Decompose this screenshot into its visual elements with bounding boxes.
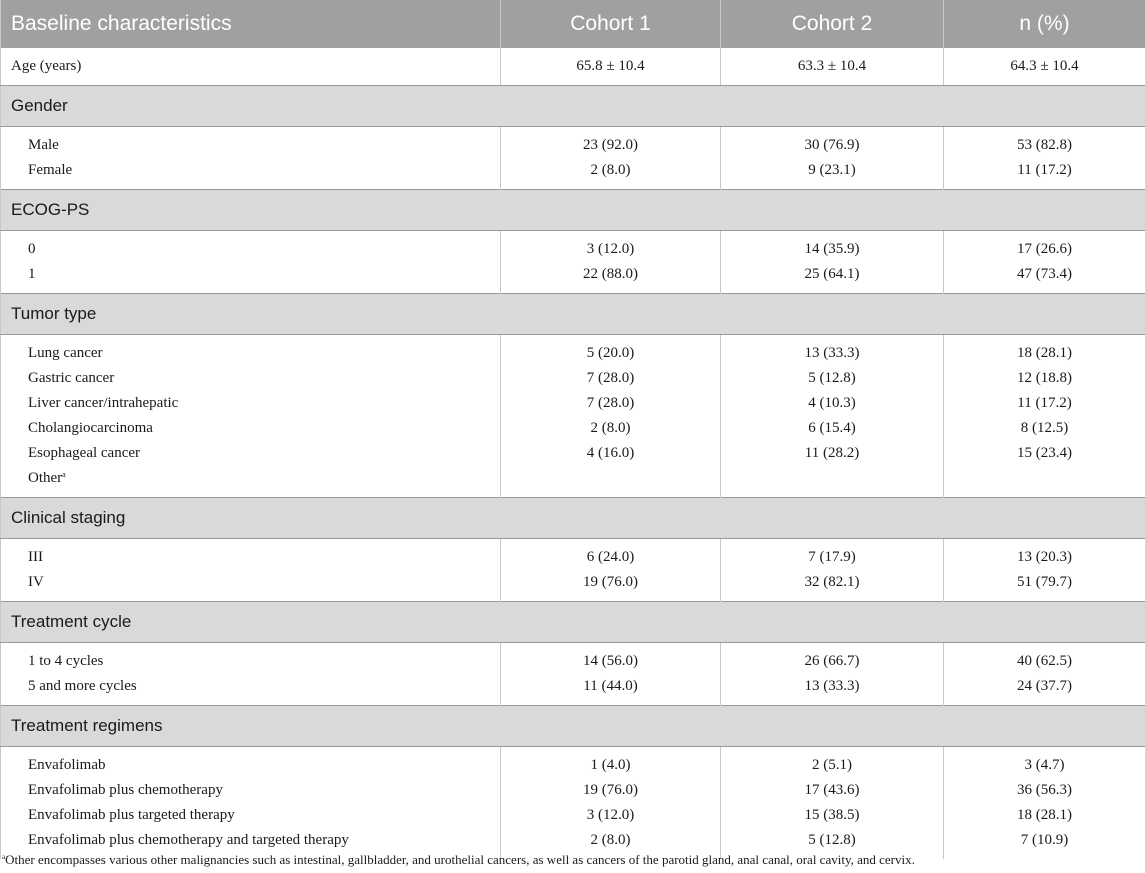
- row-label-text: 5 and more cycles: [28, 678, 137, 694]
- row-label-text: III: [28, 549, 43, 565]
- header-cohort-2: Cohort 2: [721, 0, 944, 48]
- section-title: Treatment regimens: [1, 706, 1145, 747]
- row-label: [1, 335, 501, 367]
- row-label-text: Gastric cancer: [28, 370, 115, 386]
- header-n-percent: n (%): [944, 0, 1145, 48]
- table-row: [1, 416, 1145, 441]
- row-label-text: Male: [28, 137, 59, 153]
- row-label: [1, 441, 501, 466]
- cell-total: 3 (4.7): [944, 747, 1145, 779]
- section-row-clinical-staging: [1, 498, 1145, 539]
- cell-cohort-2: 13 (33.3): [721, 335, 944, 367]
- section-title: Treatment cycle: [1, 602, 1145, 643]
- row-label: [1, 466, 501, 498]
- table-row-age: [1, 48, 1145, 86]
- table-row: [1, 231, 1145, 263]
- row-label: [1, 747, 501, 779]
- cell-cohort-2: [721, 466, 944, 498]
- cell-total: 40 (62.5): [944, 643, 1145, 675]
- section-title: Clinical staging: [1, 498, 1145, 539]
- cell-cohort-1: 19 (76.0): [501, 778, 721, 803]
- row-label-text: 1: [28, 266, 36, 282]
- cell-cohort-1: 22 (88.0): [501, 262, 721, 294]
- section-title: Gender: [1, 86, 1145, 127]
- cell-total: 18 (28.1): [944, 803, 1145, 828]
- row-label: [1, 803, 501, 828]
- cell-cohort-2: 13 (33.3): [721, 674, 944, 706]
- cell-cohort-2: 6 (15.4): [721, 416, 944, 441]
- cell-total: 15 (23.4): [944, 441, 1145, 466]
- cell-cohort-1: 5 (20.0): [501, 335, 721, 367]
- cell-cohort-1: 23 (92.0): [501, 127, 721, 159]
- row-label-text: Lung cancer: [28, 345, 103, 361]
- row-label-text: 1 to 4 cycles: [28, 653, 104, 669]
- row-label-text: Female: [28, 162, 73, 178]
- table-row: [1, 127, 1145, 159]
- row-label: [1, 416, 501, 441]
- section-row-treatment-cycle: [1, 602, 1145, 643]
- row-label: [1, 778, 501, 803]
- cell-total: 18 (28.1): [944, 335, 1145, 367]
- footnote-marker: a: [62, 470, 66, 479]
- cell-cohort-1: 7 (28.0): [501, 391, 721, 416]
- cell-cohort-1: 3 (12.0): [501, 231, 721, 263]
- row-label: [1, 539, 501, 571]
- table-row: [1, 570, 1145, 602]
- cell-cohort-2: 14 (35.9): [721, 231, 944, 263]
- cell-total: 8 (12.5): [944, 416, 1145, 441]
- cell-cohort-2: 2 (5.1): [721, 747, 944, 779]
- footnote-text: Other encompasses various other malignancies such as intestinal, gallbladder, and urothelial cancers, as well as cancers of the parotid gland, anal canal, oral cavity, and cervix.: [5, 852, 915, 867]
- cell-cohort-1: 1 (4.0): [501, 747, 721, 779]
- cell-cohort-2: 32 (82.1): [721, 570, 944, 602]
- section-title: ECOG-PS: [1, 190, 1145, 231]
- row-label-text: Envafolimab plus chemotherapy and targeted therapy: [28, 832, 349, 848]
- row-label: [1, 643, 501, 675]
- row-label-text: Envafolimab plus targeted therapy: [28, 807, 235, 823]
- cell-cohort-2: 9 (23.1): [721, 158, 944, 190]
- header-cohort-1: Cohort 1: [501, 0, 721, 48]
- section-row-gender: [1, 86, 1145, 127]
- row-label: [1, 158, 501, 190]
- cell-total: [944, 466, 1145, 498]
- row-label-text: Esophageal cancer: [28, 445, 141, 461]
- row-label: [1, 231, 501, 263]
- cell-cohort-2: 17 (43.6): [721, 778, 944, 803]
- cell-cohort-1: 65.8 ± 10.4: [501, 48, 721, 86]
- row-label-text: IV: [28, 574, 44, 590]
- cell-cohort-1: 7 (28.0): [501, 366, 721, 391]
- table-row: [1, 747, 1145, 779]
- table-row: [1, 778, 1145, 803]
- cell-cohort-1: [501, 466, 721, 498]
- row-label: Age (years): [1, 48, 501, 86]
- cell-total: 64.3 ± 10.4: [944, 48, 1145, 86]
- section-row-treatment-regimens: [1, 706, 1145, 747]
- table-row: [1, 366, 1145, 391]
- cell-total: 24 (37.7): [944, 674, 1145, 706]
- table-row: [1, 262, 1145, 294]
- cell-total: 7 (10.9): [944, 828, 1145, 859]
- table-header: [1, 0, 1145, 48]
- cell-total: 11 (17.2): [944, 391, 1145, 416]
- cell-total: 17 (26.6): [944, 231, 1145, 263]
- table-row: [1, 643, 1145, 675]
- cell-cohort-1: 11 (44.0): [501, 674, 721, 706]
- cell-cohort-2: 5 (12.8): [721, 828, 944, 859]
- table-footnote: [2, 852, 915, 868]
- table-body: [1, 48, 1145, 859]
- table-row: [1, 466, 1145, 498]
- row-label-text: Envafolimab plus chemotherapy: [28, 782, 223, 798]
- cell-total: 12 (18.8): [944, 366, 1145, 391]
- section-row-ecog-ps: [1, 190, 1145, 231]
- table-row: [1, 335, 1145, 367]
- cell-cohort-2: 15 (38.5): [721, 803, 944, 828]
- cell-cohort-2: 63.3 ± 10.4: [721, 48, 944, 86]
- cell-cohort-1: 6 (24.0): [501, 539, 721, 571]
- row-label: [1, 570, 501, 602]
- cell-total: 13 (20.3): [944, 539, 1145, 571]
- cell-total: 51 (79.7): [944, 570, 1145, 602]
- cell-cohort-1: 2 (8.0): [501, 828, 721, 859]
- table-row: [1, 674, 1145, 706]
- footnote-marker: a: [2, 853, 6, 861]
- cell-cohort-2: 30 (76.9): [721, 127, 944, 159]
- row-label: [1, 391, 501, 416]
- cell-cohort-2: 26 (66.7): [721, 643, 944, 675]
- row-label-text: Liver cancer/intrahepatic: [28, 395, 179, 411]
- row-label-text: Other: [28, 470, 63, 486]
- cell-cohort-2: 25 (64.1): [721, 262, 944, 294]
- cell-cohort-1: 14 (56.0): [501, 643, 721, 675]
- table-row: [1, 391, 1145, 416]
- cell-cohort-2: 11 (28.2): [721, 441, 944, 466]
- section-row-tumor-type: [1, 294, 1145, 335]
- table-row: [1, 441, 1145, 466]
- header-baseline-characteristics: Baseline characteristics: [1, 0, 501, 48]
- table-row: [1, 803, 1145, 828]
- cell-cohort-1: 4 (16.0): [501, 441, 721, 466]
- row-label-text: Envafolimab: [28, 757, 106, 773]
- row-label: [1, 127, 501, 159]
- cell-cohort-2: 4 (10.3): [721, 391, 944, 416]
- cell-cohort-1: 3 (12.0): [501, 803, 721, 828]
- cell-cohort-2: 5 (12.8): [721, 366, 944, 391]
- row-label: [1, 674, 501, 706]
- cell-cohort-2: 7 (17.9): [721, 539, 944, 571]
- cell-total: 53 (82.8): [944, 127, 1145, 159]
- row-label-text: Cholangiocarcinoma: [28, 420, 153, 436]
- table-row: [1, 539, 1145, 571]
- section-title: Tumor type: [1, 294, 1145, 335]
- row-label-text: 0: [28, 241, 36, 257]
- cell-cohort-1: 19 (76.0): [501, 570, 721, 602]
- cell-total: 11 (17.2): [944, 158, 1145, 190]
- table-row: [1, 158, 1145, 190]
- cell-total: 47 (73.4): [944, 262, 1145, 294]
- cell-cohort-1: 2 (8.0): [501, 158, 721, 190]
- cell-cohort-1: 2 (8.0): [501, 416, 721, 441]
- row-label: [1, 262, 501, 294]
- cell-total: 36 (56.3): [944, 778, 1145, 803]
- row-label: [1, 366, 501, 391]
